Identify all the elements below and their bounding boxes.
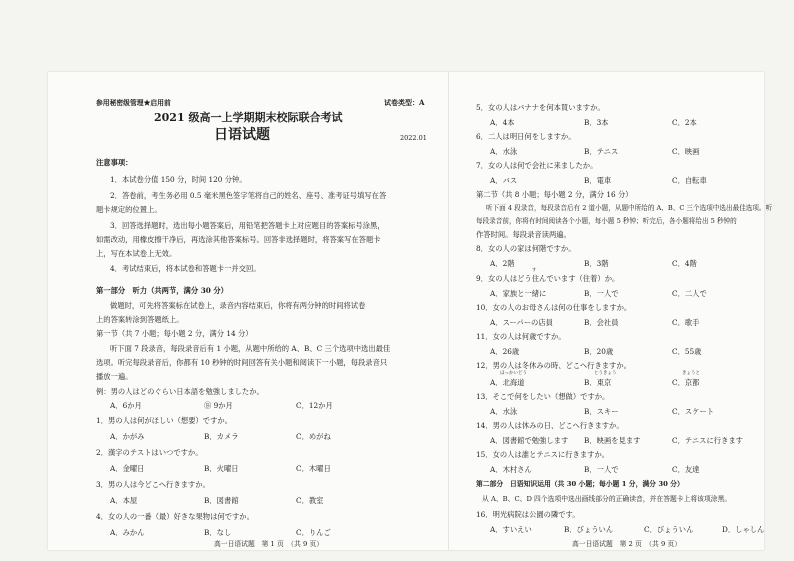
subject-title: 日语试题 bbox=[214, 127, 270, 143]
exam-date: 2022.01 bbox=[400, 134, 427, 142]
note-3: 3．回答选择题时，选出每小题答案后，用铅笔把答题卡上对应题目的答案标号涂黑， bbox=[110, 221, 385, 230]
question-7: 7．女の人は何で会社に来ましたか。 bbox=[476, 161, 598, 170]
q4-option-c: C．りんご bbox=[296, 528, 331, 537]
q14-option-b: B．映画を見ます bbox=[584, 436, 641, 445]
q5-option-a: A．4本 bbox=[490, 118, 515, 127]
question-9: 9．女の人はどう住んでいます（住着）か。 bbox=[476, 274, 620, 283]
page-left bbox=[96, 72, 426, 550]
q6-option-c: C．映画 bbox=[672, 147, 700, 156]
q15-option-b: B．一人で bbox=[584, 465, 619, 474]
q2-option-c: C．木曜日 bbox=[296, 464, 331, 473]
q16-option-b: B．びょういん bbox=[564, 525, 614, 534]
q7-option-a: A．バス bbox=[490, 176, 518, 185]
question-6: 6．二人は明日何をしますか。 bbox=[476, 132, 576, 141]
q11-option-b: B．20歳 bbox=[584, 347, 614, 356]
question-13: 13．そこで何をしたい（想做）ですか。 bbox=[476, 392, 610, 401]
part2-desc: 从 A、B、C、D 四个选项中选出画线部分的正确读音，并在答题卡上将该项涂黑。 bbox=[482, 495, 732, 503]
question-4: 4．女の人の一番（最）好きな果物は何ですか。 bbox=[96, 512, 254, 521]
q14-option-a: A．図書館で勉強します bbox=[490, 436, 569, 445]
q2-option-a: A．金曜日 bbox=[110, 464, 145, 473]
q12-furigana-a: ほっかいどう bbox=[500, 371, 527, 376]
q16-option-a: A．すいえい bbox=[490, 525, 532, 534]
q10-option-b: B．会社員 bbox=[584, 318, 619, 327]
q3-option-a: A．本屋 bbox=[110, 496, 138, 505]
q11-option-c: C．55歳 bbox=[672, 347, 702, 356]
part2-heading: 第二部分 日语知识运用（共 30 小题；每小题 1 分，满分 30 分） bbox=[476, 480, 684, 488]
example-option-b: Ⓑ 9か月 bbox=[204, 401, 233, 410]
q3-option-c: C．教室 bbox=[296, 496, 324, 505]
q2-option-b: B．火曜日 bbox=[204, 464, 239, 473]
question-2: 2．漢字のテストはいつですか。 bbox=[96, 448, 203, 457]
q12-furigana-c: きょうと bbox=[682, 371, 700, 376]
note-2: 2．答卷前，考生务必用 0.5 毫米黑色签字笔将自己的姓名、座号、准考证号填写在答 bbox=[110, 191, 387, 200]
example-question: 例：男の人はどのぐらい日本語を勉強しましたか。 bbox=[96, 387, 264, 396]
question-15: 15．女の人は誰とテニスに行きますか。 bbox=[476, 450, 610, 459]
paper-type: 试卷类型：A bbox=[384, 98, 425, 107]
q10-option-c: C．歌手 bbox=[672, 318, 700, 327]
q11-option-a: A．26歳 bbox=[490, 347, 520, 356]
q1-option-b: B．カメラ bbox=[204, 432, 239, 441]
q6-option-a: A．水泳 bbox=[490, 147, 518, 156]
question-10: 10．女の人のお母さんは何の仕事をしますか。 bbox=[476, 303, 632, 312]
q8-option-a: A．2階 bbox=[490, 259, 515, 268]
page-right bbox=[476, 72, 794, 550]
question-8: 8．女の人の家は何階ですか。 bbox=[476, 244, 576, 253]
q13-option-a: A．水泳 bbox=[490, 407, 518, 416]
q5-option-b: B．3本 bbox=[584, 118, 609, 127]
note-1: 1．本试卷分值 150 分，时间 120 分钟。 bbox=[110, 175, 247, 184]
notes-heading: 注意事项： bbox=[96, 158, 133, 167]
section2-desc: 听下面 4 段录音，每段录音后有 2 道小题，从题中所给的 A、B、C 三个选项中选出最佳选项。听 bbox=[486, 204, 773, 212]
q12-option-c: C．京都 bbox=[672, 378, 700, 387]
q9-option-b: B．一人で bbox=[584, 289, 619, 298]
section1-desc-end: 播放一遍。 bbox=[96, 372, 133, 381]
q16-option-d: D．しゃしん bbox=[722, 525, 765, 534]
q12-option-b: B．東京 bbox=[584, 378, 612, 387]
q12-option-a: A．北海道 bbox=[490, 378, 525, 387]
part1-heading: 第一部分 听力（共两节，满分 30 分） bbox=[96, 286, 228, 295]
example-option-a: A．6か月 bbox=[110, 401, 142, 410]
question-12: 12．男の人は冬休みの時、どこへ行きますか。 bbox=[476, 361, 631, 370]
note-3-end: 上，写在本试卷上无效。 bbox=[96, 249, 177, 258]
section2-desc-cont: 每段录音前，你将有时间阅读各个小题，每小题 5 秒钟；听完后，各小题将给出 5 秒钟的 bbox=[476, 217, 737, 225]
note-3-cont: 如需改动，用橡皮擦干净后，再选涂其他答案标号。回答非选择题时，将答案写在答题卡 bbox=[96, 235, 381, 244]
q8-option-b: B．3階 bbox=[584, 259, 609, 268]
q8-option-c: C．4階 bbox=[672, 259, 697, 268]
q1-option-c: C．めがね bbox=[296, 432, 331, 441]
section1-desc-cont: 选项。听完每段录音后，你都有 10 秒钟的时间回答有关小题和阅读下一小题，每段录音只 bbox=[96, 358, 388, 367]
question-14: 14．男の人は休みの日、どこへ行きますか。 bbox=[476, 421, 624, 430]
q3-option-b: B．図書館 bbox=[204, 496, 239, 505]
section2-desc-end: 作答时间。每段录音读两遍。 bbox=[476, 230, 571, 239]
q13-option-b: B．スキー bbox=[584, 407, 619, 416]
exam-sheet bbox=[48, 72, 773, 550]
q7-option-b: B．電車 bbox=[584, 176, 612, 185]
q15-option-a: A．木村さん bbox=[490, 465, 532, 474]
page-divider bbox=[448, 72, 449, 550]
q16-option-c: C．びょういん bbox=[644, 525, 694, 534]
section1-heading: 第一节（共 7 小题；每小题 2 分，满分 14 分） bbox=[96, 329, 253, 338]
question-11: 11．女の人は何歳ですか。 bbox=[476, 332, 566, 341]
q13-option-c: C．スケート bbox=[672, 407, 715, 416]
question-1: 1．男の人は何がほしい（想要）ですか。 bbox=[96, 416, 232, 425]
q5-option-c: C．2本 bbox=[672, 118, 697, 127]
q12-furigana-b: とうきょう bbox=[594, 371, 617, 376]
q9-option-a: A．家族と一緒に bbox=[490, 289, 547, 298]
q9-furigana: す bbox=[532, 268, 537, 273]
q7-option-c: C．自転車 bbox=[672, 176, 707, 185]
q4-option-b: B．なし bbox=[204, 528, 232, 537]
q1-option-a: A．かがみ bbox=[110, 432, 145, 441]
q6-option-b: B．テニス bbox=[584, 147, 619, 156]
q10-option-a: A．スーパーの店員 bbox=[490, 318, 553, 327]
example-option-c: C．12か月 bbox=[296, 401, 333, 410]
question-3: 3．男の人は今どこへ行きますか。 bbox=[96, 480, 210, 489]
confidentiality-label: 参用秘密级管理★启用前 bbox=[96, 99, 171, 107]
q15-option-c: C．友達 bbox=[672, 465, 700, 474]
note-4: 4．考试结束后，将本试卷和答题卡一并交回。 bbox=[110, 264, 261, 273]
part1-desc-cont: 上的答案转涂到答题纸上。 bbox=[96, 315, 184, 324]
note-2-cont: 题卡规定的位置上。 bbox=[96, 205, 162, 214]
q14-option-c: C．テニスに行きます bbox=[672, 436, 743, 445]
section2-heading: 第二节（共 8 小题；每小题 2 分，满分 16 分） bbox=[476, 190, 633, 199]
q9-option-c: C．二人で bbox=[672, 289, 707, 298]
question-5: 5．女の人はバナナを何本買いますか。 bbox=[476, 103, 605, 112]
part1-desc: 做题时，可先将答案标在试卷上，录音内容结束后，你将有两分钟的时间将试卷 bbox=[110, 301, 366, 310]
exam-title: 2021 级高一上学期期末校际联合考试 bbox=[154, 111, 343, 124]
q4-option-a: A．みかん bbox=[110, 528, 145, 537]
page-footer-1: 高一日语试题 第 1 页 （共 9 页） bbox=[214, 540, 324, 548]
section1-desc: 听下面 7 段录音，每段录音后有 1 小题，从题中所给的 A、B、C 三个选项中选出最佳 bbox=[110, 344, 391, 353]
question-16: 16．明光病院は公園の隣です。 bbox=[476, 510, 580, 519]
page-footer-2: 高一日语试题 第 2 页 （共 9 页） bbox=[572, 540, 682, 548]
